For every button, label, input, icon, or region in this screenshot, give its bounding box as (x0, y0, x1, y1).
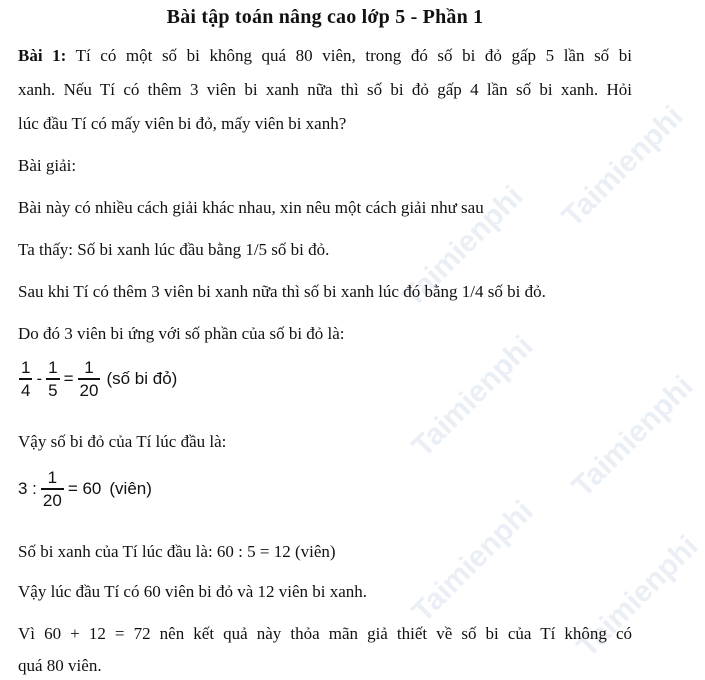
solution-line: Do đó 3 viên bi ứng với số phần của số bi đỏ là: (18, 324, 345, 343)
denominator: 20 (42, 491, 62, 510)
fraction (46, 358, 59, 400)
solution-line: Vì 60 + 12 = 72 nên kết quả này thỏa mãn giả thiết về số bi của Tí không có (18, 624, 632, 643)
equation-fraction-difference (18, 358, 177, 400)
problem-line: xanh. Nếu Tí có thêm 3 viên bi xanh nữa thì số bi đỏ gấp 4 lần số bi xanh. Hỏi (18, 80, 632, 99)
equation-unit: (số bi đỏ) (106, 369, 178, 388)
fraction (19, 358, 32, 400)
fraction-bar (78, 378, 101, 380)
problem-label: Bài 1: (18, 46, 67, 65)
problem-text: Tí có một số bi không quá 80 viên, trong đó số bi đỏ gấp 5 lần số bi (66, 46, 632, 65)
solution-line: Vậy lúc đầu Tí có 60 viên bi đỏ và 12 viên bi xanh. (18, 582, 368, 601)
denominator: 4 (21, 381, 31, 400)
numerator: 1 (47, 468, 58, 487)
solution-line: quá 80 viên. (18, 656, 102, 675)
watermark-logo: Taimienphi (555, 99, 690, 234)
fraction (78, 358, 101, 400)
watermark-logo: Taimienphi (565, 369, 700, 504)
watermark-logo: Taimienphi (395, 179, 530, 314)
watermark-logo: Taimienphi (405, 329, 540, 464)
page-title: Bài tập toán nâng cao lớp 5 - Phần 1 (166, 6, 484, 28)
equals-sign: = (63, 369, 74, 388)
denominator: 5 (48, 381, 58, 400)
fraction-bar (19, 378, 32, 380)
watermark-logo: Taimienphi (570, 529, 705, 664)
solution-line: Vậy số bi đỏ của Tí lúc đầu là: (18, 432, 227, 451)
equation-lhs: 3 : (18, 479, 37, 498)
watermark-logo: Taimienphi (405, 494, 540, 629)
solution-line: Số bi xanh của Tí lúc đầu là: 60 : 5 = 12 (viên) (18, 542, 336, 561)
denominator: 20 (79, 381, 99, 400)
fraction-bar (46, 378, 59, 380)
numerator: 1 (84, 358, 94, 377)
equation-rhs: = 60 (67, 479, 102, 498)
fraction-bar (41, 488, 64, 490)
equation-division (18, 468, 152, 510)
problem-line: lúc đầu Tí có mấy viên bi đỏ, mấy viên bi xanh? (18, 114, 347, 133)
numerator: 1 (48, 358, 58, 377)
equation-unit: (viên) (109, 479, 152, 498)
solution-heading: Bài giải: (18, 156, 77, 175)
solution-line: Ta thấy: Số bi xanh lúc đầu bằng 1/5 số bi đỏ. (18, 240, 330, 259)
minus-sign: - (36, 369, 43, 388)
solution-line: Sau khi Tí có thêm 3 viên bi xanh nữa thì số bi xanh lúc đó bằng 1/4 số bi đỏ. (18, 282, 546, 301)
fraction (41, 468, 64, 510)
solution-line: Bài này có nhiều cách giải khác nhau, xin nêu một cách giải như sau (18, 198, 484, 217)
numerator: 1 (21, 358, 31, 377)
